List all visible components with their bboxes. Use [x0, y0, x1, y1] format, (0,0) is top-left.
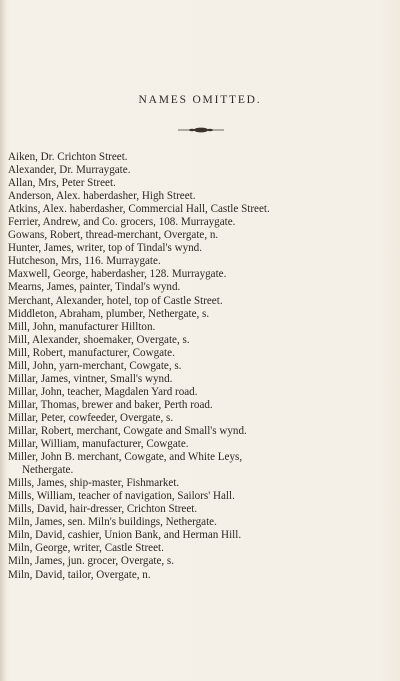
entry-continuation: Nethergate. [22, 464, 74, 477]
list-item [8, 425, 396, 438]
entry-text: Mill, John, manufacturer Hillton. [8, 320, 156, 333]
entry-text: Allan, Mrs, Peter Street. [8, 177, 116, 190]
entry-text: Miln, George, writer, Castle Street. [8, 542, 164, 555]
list-item [8, 177, 396, 190]
names-list [8, 151, 396, 582]
list-item [8, 529, 396, 542]
list-item [8, 542, 396, 555]
list-item [8, 216, 396, 229]
entry-text: Miller, John B. merchant, Cowgate, and White Leys, [8, 451, 243, 464]
entry-text: Mill, Robert, manufacturer, Cowgate. [8, 346, 175, 359]
list-item [8, 451, 396, 477]
list-item [8, 438, 396, 451]
entry-text: Millar, Thomas, brewer and baker, Perth road. [8, 398, 213, 411]
list-item [8, 347, 396, 360]
list-item [8, 373, 396, 386]
list-item [8, 295, 396, 308]
entry-text: Millar, Peter, cowfeeder, Overgate, s. [8, 411, 174, 424]
entry-text: Atkins, Alex. haberdasher, Commercial Hall, Castle Street. [8, 203, 270, 216]
list-item [8, 412, 396, 425]
entry-text: Merchant, Alexander, hotel, top of Castle Street. [8, 294, 223, 307]
entry-text: Miln, James, jun. grocer, Overgate, s. [8, 555, 175, 568]
list-item [8, 203, 396, 216]
divider-ornament [178, 126, 224, 134]
entry-text: Millar, William, manufacturer, Cowgate. [8, 438, 189, 451]
entry-text: Millar, Robert, merchant, Cowgate and Small's wynd. [8, 424, 247, 437]
entry-text: Millar, John, teacher, Magdalen Yard road. [8, 385, 198, 398]
entry-text: Ferrier, Andrew, and Co. grocers, 108. Murraygate. [8, 216, 236, 229]
list-item [8, 555, 396, 568]
list-item [8, 281, 396, 294]
page-heading: NAMES OMITTED. [138, 94, 262, 106]
entry-text: Gowans, Robert, thread-merchant, Overgate, n. [8, 229, 219, 242]
list-item [8, 229, 396, 242]
list-item [8, 386, 396, 399]
list-item [8, 399, 396, 412]
entry-text: Middleton, Abraham, plumber, Nethergate, s. [8, 307, 210, 320]
entry-text: Hunter, James, writer, top of Tindal's wynd. [8, 242, 203, 255]
list-item [8, 242, 396, 255]
list-item [8, 569, 396, 582]
entry-text: Aiken, Dr. Crichton Street. [8, 151, 128, 163]
entry-text: Miln, David, cashier, Union Bank, and Herman Hill. [8, 529, 242, 542]
list-item [8, 321, 396, 334]
entry-text: Hutcheson, Mrs, 116. Murraygate. [8, 255, 161, 268]
list-item [8, 151, 396, 164]
list-item [8, 308, 396, 321]
entry-text: Anderson, Alex. haberdasher, High Street. [8, 190, 196, 203]
list-item [8, 190, 396, 203]
entry-text: Miln, David, tailor, Overgate, n. [8, 568, 151, 581]
list-item [8, 164, 396, 177]
list-item [8, 268, 396, 281]
list-item [8, 334, 396, 347]
entry-text: Mills, David, hair-dresser, Crichton Street. [8, 503, 198, 516]
list-item [8, 490, 396, 503]
list-item [8, 516, 396, 529]
entry-text: Mills, James, ship-master, Fishmarket. [8, 477, 180, 490]
entry-text: Alexander, Dr. Murraygate. [8, 164, 131, 177]
entry-text: Maxwell, George, haberdasher, 128. Murraygate. [8, 268, 227, 281]
entry-text: Mill, John, yarn-merchant, Cowgate, s. [8, 359, 182, 372]
entry-text: Mearns, James, painter, Tindal's wynd. [8, 281, 181, 294]
list-item [8, 255, 396, 268]
entry-text: Millar, James, vintner, Small's wynd. [8, 372, 173, 385]
entry-text: Mill, Alexander, shoemaker, Overgate, s. [8, 333, 190, 346]
entry-text: Mills, William, teacher of navigation, Sailors' Hall. [8, 490, 235, 503]
list-item [8, 360, 396, 373]
entry-text: Miln, James, sen. Miln's buildings, Nethergate. [8, 516, 217, 529]
list-item [8, 503, 396, 516]
list-item [8, 477, 396, 490]
